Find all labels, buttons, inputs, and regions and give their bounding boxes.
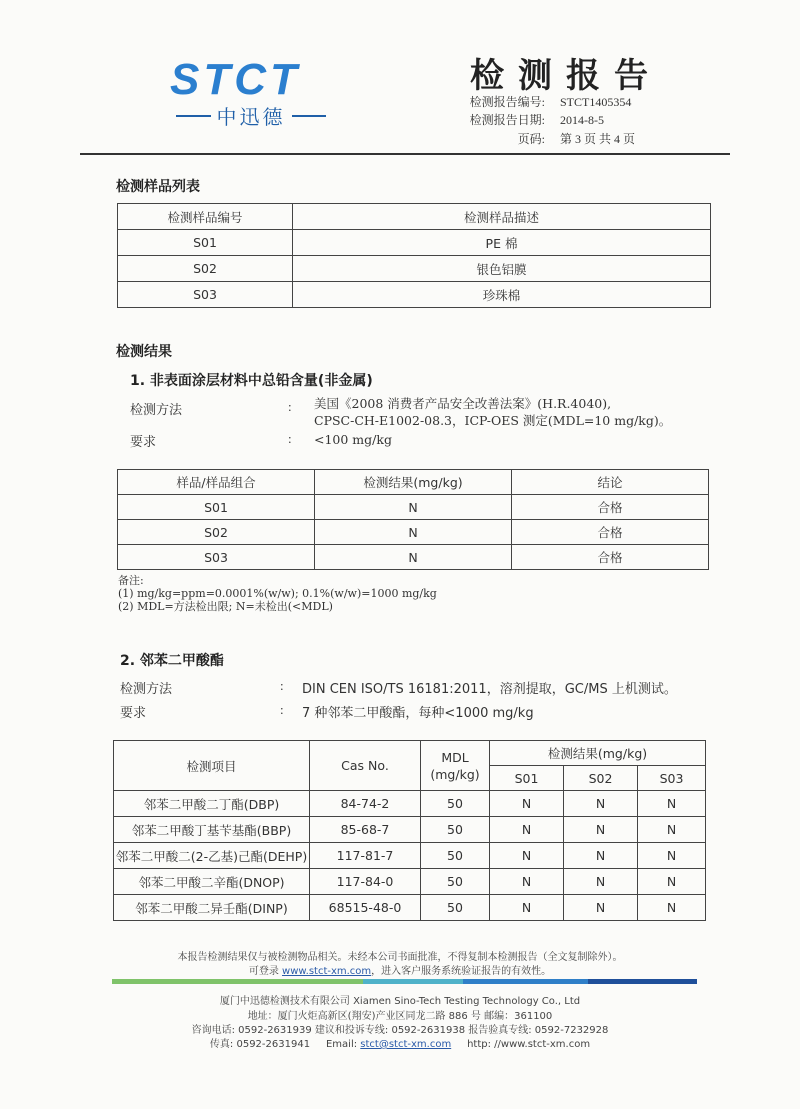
colon: : (280, 678, 284, 693)
method-value: DIN CEN ISO/TS 16181:2011，溶剂提取，GC/MS 上机测试。 (302, 682, 677, 697)
item-name: 邻苯二甲酸二丁酯(DBP) (114, 791, 310, 817)
sample-list-title: 检测样品列表 (116, 179, 200, 195)
report-title: 检测报告 (470, 56, 662, 96)
conclusion: 合格 (512, 495, 709, 520)
conclusion: 合格 (512, 545, 709, 570)
sample-id: S01 (118, 230, 293, 256)
requirement-label: 要求 (120, 706, 147, 721)
notes-title: 备注: (118, 574, 144, 587)
colon: : (288, 399, 292, 414)
footer-company: 厦门中迅德检测技术有限公司 Xiamen Sino-Tech Testing Technology Co., Ltd (219, 996, 581, 1007)
requirement-label: 要求 (130, 435, 157, 450)
sample-list-table (117, 203, 711, 308)
table-header-row (114, 741, 706, 766)
logo-cn-text: 中迅德 (216, 105, 286, 129)
result-s02: N (564, 817, 638, 843)
col-sample-no: 检测样品编号 (118, 204, 293, 230)
table-row (118, 545, 709, 570)
requirement-value: <100 mg/kg (314, 432, 392, 447)
website: http: //www.stct-xm.com (467, 1039, 591, 1050)
table-row (118, 495, 709, 520)
logo-dash-left (176, 115, 211, 117)
result-s02: N (564, 869, 638, 895)
sample-id: S03 (118, 282, 293, 308)
footer-contact: 咨询电话: 0592-2631939 建议和投诉专线: 0592-2631938 报告验真专线: 0592-7232928 (191, 1025, 609, 1036)
cas-no: 68515-48-0 (310, 895, 421, 921)
table-row (114, 817, 706, 843)
result-s01: N (490, 843, 564, 869)
table-row (114, 843, 706, 869)
col-result-group: 检测结果(mg/kg) (490, 741, 706, 766)
table-header-row (118, 470, 709, 495)
method-line-1: 美国《2008 消费者产品安全改善法案》(H.R.4040), (314, 396, 612, 411)
table-row (114, 895, 706, 921)
conclusion: 合格 (512, 520, 709, 545)
item-name: 邻苯二甲酸丁基苄基酯(BBP) (114, 817, 310, 843)
report-date-label: 检测报告日期: (469, 113, 545, 127)
col-sample-desc: 检测样品描述 (293, 204, 711, 230)
verify-prefix: 可登录 (248, 966, 283, 977)
footer-bar-segment (363, 979, 463, 984)
result-s03: N (638, 817, 706, 843)
result-s01: N (490, 791, 564, 817)
result-value: N (315, 495, 512, 520)
colon: : (288, 431, 292, 446)
method-line-2: CPSC-CH-E1002-08.3，ICP-OES 测定(MDL=10 mg/kg)。 (314, 413, 672, 428)
sample-desc: 珍珠棉 (293, 282, 711, 308)
result-value: N (315, 520, 512, 545)
method-label: 检测方法 (120, 682, 173, 697)
verify-link[interactable]: www.stct-xm.com (282, 966, 372, 977)
col-item: 检测项目 (114, 741, 310, 791)
result-s03: N (638, 895, 706, 921)
result-s02: N (564, 895, 638, 921)
footer-verify (100, 962, 700, 977)
table-row (114, 791, 706, 817)
sample-id: S03 (118, 545, 315, 570)
colon: : (280, 702, 284, 717)
report-date: 2014-8-5 (560, 113, 604, 127)
col-s01: S01 (490, 766, 564, 791)
col-sample: 样品/样品组合 (118, 470, 315, 495)
results-title: 检测结果 (116, 344, 172, 360)
col-mdl (421, 741, 490, 791)
footer-address: 地址：厦门火炬高新区(翔安)产业区同龙二路 886 号 邮编：361100 (247, 1011, 553, 1022)
col-s03: S03 (638, 766, 706, 791)
sample-id: S02 (118, 256, 293, 282)
footer-color-bar (112, 979, 697, 984)
mdl-value: 50 (421, 895, 490, 921)
cas-no: 85-68-7 (310, 817, 421, 843)
item-name: 邻苯二甲酸二辛酯(DNOP) (114, 869, 310, 895)
cas-no: 117-84-0 (310, 869, 421, 895)
col-s02: S02 (564, 766, 638, 791)
col-result: 检测结果(mg/kg) (315, 470, 512, 495)
footer-bar-segment (112, 979, 363, 984)
logo-chinese-name (176, 101, 326, 130)
table-row (118, 520, 709, 545)
requirement-value: 7 种邻苯二甲酸酯，每种<1000 mg/kg (302, 706, 534, 721)
lead-result-table (117, 469, 709, 570)
result-s03: N (638, 791, 706, 817)
table-row (118, 230, 711, 256)
footer-disclaimer: 本报告检测结果仅与被检测物品相关。未经本公司书面批准，不得复制本检测报告（全文复制除外）。 (177, 952, 623, 963)
col-cas: Cas No. (310, 741, 421, 791)
sample-id: S02 (118, 520, 315, 545)
result-s01: N (490, 869, 564, 895)
notes (118, 574, 437, 613)
result-s01: N (490, 895, 564, 921)
section1-heading: 1. 非表面涂层材料中总铅含量(非金属) (130, 373, 373, 389)
header-rule (80, 153, 730, 155)
phthalate-result-table (113, 740, 706, 921)
mdl-unit: (mg/kg) (430, 766, 480, 782)
result-s02: N (564, 843, 638, 869)
result-s03: N (638, 869, 706, 895)
verify-suffix: ，进入客户服务系统验证报告的有效性。 (371, 966, 552, 977)
email-label: Email: (325, 1039, 361, 1050)
item-name: 邻苯二甲酸二异壬酯(DINP) (114, 895, 310, 921)
note-1: (1) mg/kg=ppm=0.0001%(w/w); 0.1%(w/w)=1000 mg/kg (118, 587, 437, 600)
col-conclusion: 结论 (512, 470, 709, 495)
report-meta (410, 94, 730, 154)
table-row (118, 256, 711, 282)
logo-dash-right (292, 115, 327, 117)
report-no: STCT1405354 (560, 95, 632, 109)
email-link[interactable]: stct@stct-xm.com (360, 1039, 452, 1050)
item-name: 邻苯二甲酸二(2-乙基)己酯(DEHP) (114, 843, 310, 869)
section2-heading: 2. 邻苯二甲酸酯 (120, 653, 224, 669)
table-row (114, 869, 706, 895)
page-label: 页码: (517, 132, 545, 146)
result-value: N (315, 545, 512, 570)
footer-bar-segment (588, 979, 697, 984)
table-header-row (118, 204, 711, 230)
footer-bar-segment (463, 979, 588, 984)
page-value: 第 3 页 共 4 页 (560, 132, 636, 146)
logo-wordmark: STCT (170, 55, 301, 104)
result-s01: N (490, 817, 564, 843)
mdl-label: MDL (441, 749, 469, 765)
method-label: 检测方法 (130, 403, 183, 418)
sample-id: S01 (118, 495, 315, 520)
mdl-value: 50 (421, 817, 490, 843)
table-row (118, 282, 711, 308)
fax: 传真: 0592-2631941 (209, 1039, 311, 1050)
cas-no: 84-74-2 (310, 791, 421, 817)
mdl-value: 50 (421, 791, 490, 817)
report-no-label: 检测报告编号: (469, 95, 545, 109)
result-s03: N (638, 843, 706, 869)
footer-fax-line (100, 1035, 700, 1050)
sample-desc: 银色铝膜 (293, 256, 711, 282)
mdl-value: 50 (421, 843, 490, 869)
mdl-value: 50 (421, 869, 490, 895)
note-2: (2) MDL=方法检出限; N=未检出(<MDL) (118, 600, 333, 613)
result-s02: N (564, 791, 638, 817)
cas-no: 117-81-7 (310, 843, 421, 869)
sample-desc: PE 棉 (293, 230, 711, 256)
